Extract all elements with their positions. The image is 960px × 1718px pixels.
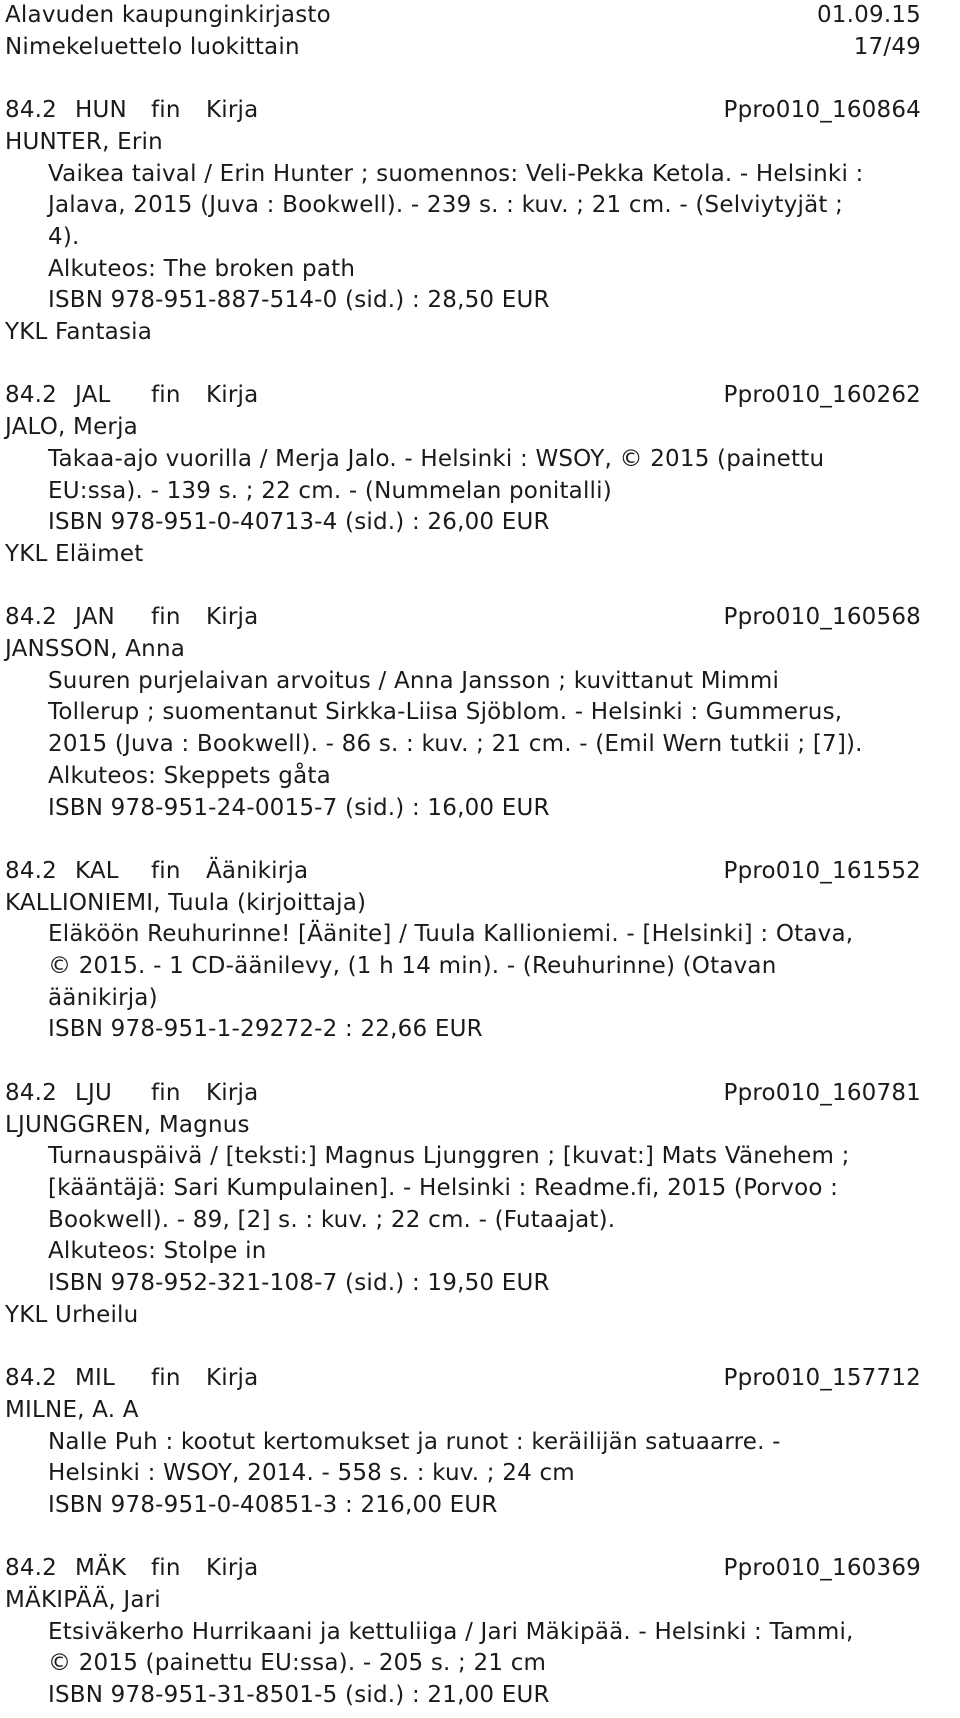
record-description-line: Alkuteos: Stolpe in xyxy=(48,1238,267,1265)
record-description-line: äänikirja) xyxy=(48,984,158,1011)
record-subject-ykl: YKL Fantasia xyxy=(5,319,153,346)
record-description-line: ISBN 978-951-0-40851-3 : 216,00 EUR xyxy=(48,1491,498,1518)
catalog-record xyxy=(5,856,960,1046)
record-shelf-code: MÄK xyxy=(75,1555,127,1582)
record-header xyxy=(5,1078,921,1110)
record-description-line: Eläköön Reuhurinne! [Äänite] / Tuula Kallioniemi. - [Helsinki] : Otava, xyxy=(48,921,854,948)
record-description-line: Takaa-ajo vuorilla / Merja Jalo. - Helsinki : WSOY, © 2015 (painettu xyxy=(48,445,825,472)
record-description-line: Alkuteos: Skeppets gåta xyxy=(48,762,331,789)
record-id: Ppro010_160369 xyxy=(723,1555,921,1582)
record-header xyxy=(5,602,921,634)
record-id: Ppro010_157712 xyxy=(723,1365,921,1392)
record-shelf-code: JAN xyxy=(75,604,115,631)
record-class: 84.2 xyxy=(5,604,58,631)
record-id: Ppro010_160781 xyxy=(723,1079,921,1106)
record-description-line: Jalava, 2015 (Juva : Bookwell). - 239 s. : kuv. ; 21 cm. - (Selviytyjät ; xyxy=(48,192,844,219)
record-class: 84.2 xyxy=(5,97,58,124)
library-name: Alavuden kaupunginkirjasto xyxy=(5,2,331,28)
record-subject-ykl: YKL Eläimet xyxy=(5,540,144,567)
record-language: fin xyxy=(151,1555,181,1582)
record-header xyxy=(5,380,921,412)
record-material-type: Kirja xyxy=(206,1555,259,1582)
record-description-line: Vaikea taival / Erin Hunter ; suomennos: Veli-Pekka Ketola. - Helsinki : xyxy=(48,160,864,187)
catalog-record xyxy=(5,1553,960,1712)
record-language: fin xyxy=(151,97,181,124)
record-material-type: Kirja xyxy=(206,382,259,409)
record-material-type: Kirja xyxy=(206,1079,259,1106)
record-shelf-code: MIL xyxy=(75,1365,116,1392)
record-description-line: Helsinki : WSOY, 2014. - 558 s. : kuv. ; 24 cm xyxy=(48,1460,575,1487)
record-language: fin xyxy=(151,1365,181,1392)
record-material-type: Kirja xyxy=(206,604,259,631)
page-number: 17/49 xyxy=(853,33,921,60)
catalog-record xyxy=(5,1078,960,1332)
report-subtitle: Nimekeluettelo luokittain xyxy=(5,33,300,60)
record-description-line: [kääntäjä: Sari Kumpulainen]. - Helsinki : Readme.fi, 2015 (Porvoo : xyxy=(48,1174,839,1201)
record-shelf-code: KAL xyxy=(75,857,119,884)
record-description xyxy=(5,1141,921,1300)
record-language: fin xyxy=(151,382,181,409)
record-description xyxy=(5,1617,921,1712)
record-language: fin xyxy=(151,604,181,631)
record-shelf-code: JAL xyxy=(75,382,111,409)
record-material-type: Kirja xyxy=(206,97,259,124)
record-class: 84.2 xyxy=(5,1365,58,1392)
record-description-line: Bookwell). - 89, [2] s. : kuv. ; 22 cm. - (Futaajat). xyxy=(48,1206,616,1233)
record-description-line: Turnauspäivä / [teksti:] Magnus Ljunggren ; [kuvat:] Mats Vänehem ; xyxy=(48,1143,850,1170)
record-id: Ppro010_160262 xyxy=(723,382,921,409)
record-author: MÄKIPÄÄ, Jari xyxy=(5,1587,161,1614)
record-description-line: 4). xyxy=(48,223,80,250)
record-author: JALO, Merja xyxy=(5,414,138,441)
record-language: fin xyxy=(151,857,181,884)
record-description-line: Etsiväkerho Hurrikaani ja kettuliiga / Jari Mäkipää. - Helsinki : Tammi, xyxy=(48,1618,854,1645)
record-language: fin xyxy=(151,1079,181,1106)
record-description xyxy=(5,159,921,318)
record-class: 84.2 xyxy=(5,382,58,409)
record-description-line: Alkuteos: The broken path xyxy=(48,255,356,282)
catalog-record xyxy=(5,95,960,349)
record-header xyxy=(5,1553,921,1585)
record-description-line: EU:ssa). - 139 s. ; 22 cm. - (Nummelan ponitalli) xyxy=(48,477,612,504)
record-description-line: ISBN 978-951-24-0015-7 (sid.) : 16,00 EUR xyxy=(48,794,550,821)
record-description-line: ISBN 978-951-31-8501-5 (sid.) : 21,00 EUR xyxy=(48,1682,550,1709)
record-description-line: Tollerup ; suomentanut Sirkka-Liisa Sjöblom. - Helsinki : Gummerus, xyxy=(48,699,843,726)
record-description-line: 2015 (Juva : Bookwell). - 86 s. : kuv. ; 21 cm. - (Emil Wern tutkii ; [7]). xyxy=(48,731,863,758)
record-header xyxy=(5,1363,921,1395)
record-author: LJUNGGREN, Magnus xyxy=(5,1111,250,1138)
record-author: MILNE, A. A xyxy=(5,1396,139,1423)
record-description-line: Suuren purjelaivan arvoitus / Anna Jansson ; kuvittanut Mimmi xyxy=(48,667,780,694)
record-class: 84.2 xyxy=(5,857,58,884)
record-shelf-code: HUN xyxy=(75,97,127,124)
catalog-record xyxy=(5,602,960,824)
record-description-line: ISBN 978-951-887-514-0 (sid.) : 28,50 EUR xyxy=(48,287,550,314)
record-header xyxy=(5,856,921,888)
header-line-2 xyxy=(5,32,921,64)
record-description xyxy=(5,666,921,825)
report-date: 01.09.15 xyxy=(816,2,921,28)
record-subject-ykl: YKL Urheilu xyxy=(5,1301,139,1328)
record-author: KALLIONIEMI, Tuula (kirjoittaja) xyxy=(5,889,367,916)
record-material-type: Kirja xyxy=(206,1365,259,1392)
record-description-line: Nalle Puh : kootut kertomukset ja runot : keräilijän satuaarre. - xyxy=(48,1428,781,1455)
record-class: 84.2 xyxy=(5,1079,58,1106)
record-description-line: ISBN 978-951-0-40713-4 (sid.) : 26,00 EUR xyxy=(48,509,550,536)
record-class: 84.2 xyxy=(5,1555,58,1582)
page-header xyxy=(5,0,960,63)
catalog-record xyxy=(5,380,960,570)
record-id: Ppro010_160864 xyxy=(723,97,921,124)
record-header xyxy=(5,95,921,127)
record-author: HUNTER, Erin xyxy=(5,128,163,155)
record-id: Ppro010_161552 xyxy=(723,857,921,884)
record-description-line: ISBN 978-952-321-108-7 (sid.) : 19,50 EUR xyxy=(48,1270,550,1297)
record-id: Ppro010_160568 xyxy=(723,604,921,631)
record-material-type: Äänikirja xyxy=(206,857,309,884)
record-description xyxy=(5,444,921,539)
record-description xyxy=(5,1427,921,1522)
record-shelf-code: LJU xyxy=(75,1079,113,1106)
record-description-line: © 2015 (painettu EU:ssa). - 205 s. ; 21 cm xyxy=(48,1650,547,1677)
record-description-line: ISBN 978-951-1-29272-2 : 22,66 EUR xyxy=(48,1016,483,1043)
record-description xyxy=(5,919,921,1046)
record-description-line: © 2015. - 1 CD-äänilevy, (1 h 14 min). - (Reuhurinne) (Otavan xyxy=(48,953,777,980)
record-author: JANSSON, Anna xyxy=(5,636,186,663)
catalog-record xyxy=(5,1363,960,1522)
record-list xyxy=(5,95,960,1712)
header-line-1 xyxy=(5,0,921,32)
